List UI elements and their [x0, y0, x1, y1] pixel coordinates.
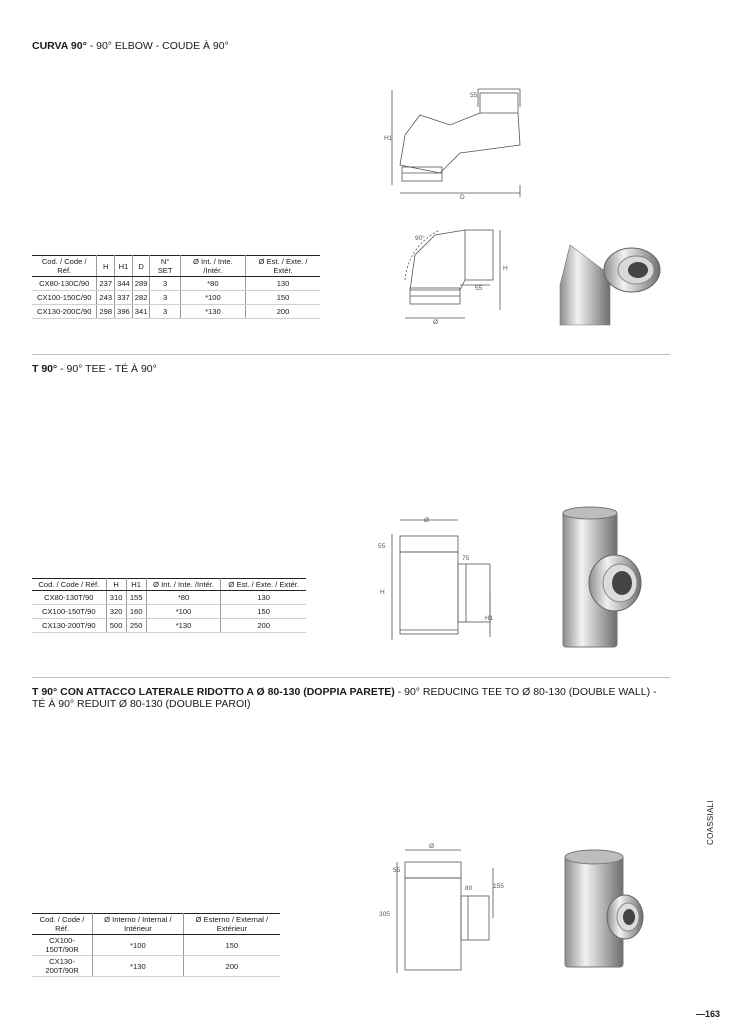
section-title-elbow: [32, 40, 229, 52]
dim-rtee-branch: 80: [465, 885, 473, 892]
table-cell: 500: [106, 619, 126, 633]
table-cell: 250: [126, 619, 146, 633]
section-divider: [32, 354, 670, 355]
table-cell: *130: [180, 305, 245, 319]
dim-rtee-h: 305: [379, 911, 390, 918]
table-row: [32, 277, 320, 291]
column-header: Ø Int. / Inte. /Intér.: [146, 579, 221, 591]
dim-rtee-dia: Ø: [429, 843, 435, 850]
table-cell: 130: [246, 277, 320, 291]
dim-rtee-top: 55: [393, 867, 401, 874]
dim-tee-h: H: [380, 589, 385, 596]
page-number: —163: [695, 1009, 720, 1019]
section-divider: [32, 677, 670, 678]
table-cell: 130: [221, 591, 306, 605]
reducing-tee-drawing: [375, 838, 505, 978]
table-cell: 237: [97, 277, 115, 291]
table-cell: *100: [93, 935, 184, 956]
dim-rtee-right: 155: [493, 883, 504, 890]
table-cell: 3: [150, 291, 180, 305]
column-header: H1: [126, 579, 146, 591]
table-cell: 289: [132, 277, 150, 291]
table-cell: 3: [150, 305, 180, 319]
table-cell: 155: [126, 591, 146, 605]
dim-elbow-d: D: [460, 194, 465, 200]
reducing-tee-product-photo: [555, 845, 655, 975]
title-rest: - 90° ELBOW - COUDE À 90°: [86, 40, 229, 52]
table-cell: *80: [180, 277, 245, 291]
column-header: H1: [115, 256, 133, 277]
column-header: N° SET: [150, 256, 180, 277]
table-cell: CX80-130C/90: [32, 277, 97, 291]
dim-elbow-top: 55: [470, 92, 478, 99]
table-cell: 243: [97, 291, 115, 305]
section-title-tee: [32, 363, 157, 375]
column-header: Ø Est. / Exte. / Extér.: [221, 579, 306, 591]
column-header: Cod. / Code / Réf.: [32, 579, 106, 591]
dim-tee-branch: 75: [462, 555, 470, 562]
table-cell: 337: [115, 291, 133, 305]
column-header: Ø Interno / Internal / Intérieur: [93, 914, 184, 935]
tee-product-photo: [545, 505, 655, 655]
title-bold: T 90° CON ATTACCO LATERALE RIDOTTO A Ø 80-130 (DOPPIA PARETE): [32, 686, 395, 698]
section-title-reducing-tee: [32, 686, 672, 710]
table-cell: CX100-150C/90: [32, 291, 97, 305]
table-cell: 150: [183, 935, 280, 956]
table-row: [32, 935, 280, 956]
title-bold: CURVA 90°: [32, 40, 87, 52]
column-header: H: [97, 256, 115, 277]
dim-elbow-h: H: [503, 265, 508, 272]
dim-elbow-h1: H1: [384, 135, 393, 142]
table-cell: 200: [221, 619, 306, 633]
table-cell: 341: [132, 305, 150, 319]
title-bold: T 90°: [32, 363, 58, 375]
column-header: Cod. / Code / Réf.: [32, 914, 93, 935]
elbow-front-drawing: [395, 220, 520, 330]
table-row: [32, 291, 320, 305]
dim-tee-top: 55: [378, 543, 386, 550]
tee-drawing: [378, 512, 503, 652]
table-cell: CX130-200T/90: [32, 619, 106, 633]
dim-tee-h1: H1: [485, 615, 494, 622]
column-header: Ø Esterno / External / Extérieur: [183, 914, 280, 935]
table-cell: 3: [150, 277, 180, 291]
table-cell: CX130-200T/90R: [32, 956, 93, 977]
elbow-side-drawing: [380, 85, 530, 200]
table-cell: 310: [106, 591, 126, 605]
table-cell: CX80-130T/90: [32, 591, 106, 605]
table-cell: CX100-150T/90: [32, 605, 106, 619]
elbow-product-photo: [540, 225, 680, 335]
column-header: Ø Int. / Inte. /Intér.: [180, 256, 245, 277]
table-cell: 150: [246, 291, 320, 305]
spec-table-tee: [32, 578, 306, 633]
dim-elbow-side: 55: [475, 285, 483, 292]
table-cell: 344: [115, 277, 133, 291]
table-cell: 396: [115, 305, 133, 319]
spec-table-elbow: [32, 255, 320, 319]
column-header: D: [132, 256, 150, 277]
dim-elbow-angle: 90°: [415, 235, 425, 242]
table-row: [32, 956, 280, 977]
spec-table-reducing-tee: [32, 913, 280, 977]
table-cell: 320: [106, 605, 126, 619]
title-rest: - 90° TEE - TÉ À 90°: [57, 363, 157, 375]
table-cell: *130: [93, 956, 184, 977]
table-cell: CX100-150T/90R: [32, 935, 93, 956]
table-cell: 282: [132, 291, 150, 305]
title-rest: - 90° REDUCING TEE TO Ø 80-130 (DOUBLE WALL) - TÉ À 90° REDUIT Ø 80-130 (DOUBLE PAROI): [32, 686, 657, 710]
table-cell: 150: [221, 605, 306, 619]
column-header: Ø Est. / Exte. / Extér.: [246, 256, 320, 277]
dim-tee-dia: Ø: [424, 517, 430, 524]
dim-elbow-dia: Ø: [433, 319, 439, 326]
column-header: H: [106, 579, 126, 591]
table-cell: 160: [126, 605, 146, 619]
table-row: [32, 305, 320, 319]
table-cell: 298: [97, 305, 115, 319]
table-row: [32, 619, 306, 633]
table-cell: *100: [146, 605, 221, 619]
table-cell: 200: [183, 956, 280, 977]
table-cell: *80: [146, 591, 221, 605]
table-row: [32, 591, 306, 605]
table-cell: 200: [246, 305, 320, 319]
column-header: Cod. / Code / Réf.: [32, 256, 97, 277]
table-row: [32, 605, 306, 619]
side-category-label: COASSIALI: [706, 800, 715, 845]
table-cell: *130: [146, 619, 221, 633]
table-cell: *100: [180, 291, 245, 305]
table-cell: CX130-200C/90: [32, 305, 97, 319]
